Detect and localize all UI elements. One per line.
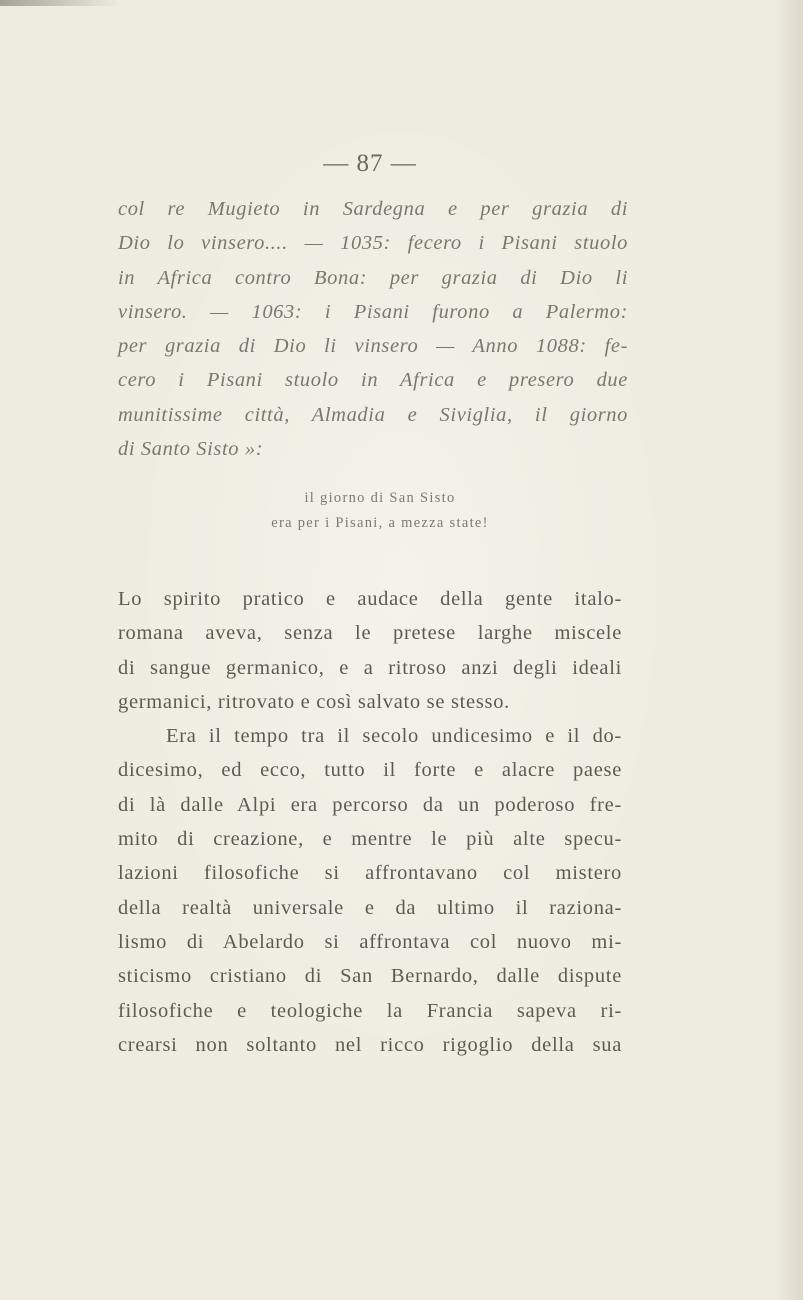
body-line: filosofiche e teologiche la Francia sapeva ri- xyxy=(118,999,622,1022)
body-line: Era il tempo tra il secolo undicesimo e il do- xyxy=(166,725,622,748)
body-line: di là dalle Alpi era percorso da un poderoso fre- xyxy=(118,793,622,816)
quote-line: in Africa contro Bona: per grazia di Dio li xyxy=(118,266,628,289)
body-line: romana aveva, senza le pretese larghe miscele xyxy=(118,622,622,645)
body-line: mito di creazione, e mentre le più alte specu- xyxy=(118,828,622,851)
quote-line: Dio lo vinsero.... — 1035: fecero i Pisani stuolo xyxy=(118,232,628,255)
epigraph-line: era per i Pisani, a mezza state! xyxy=(271,515,489,531)
body-line: crearsi non soltanto nel ricco rigoglio della sua xyxy=(118,1033,622,1056)
page-fold-shadow xyxy=(775,0,803,1300)
body-line: Lo spirito pratico e audace della gente italo- xyxy=(118,588,622,610)
epigraph-line: il giorno di San Sisto xyxy=(304,490,456,506)
body-paragraphs xyxy=(118,582,622,1062)
quote-line: munitissime città, Almadia e Siviglia, il giorno xyxy=(118,403,628,426)
quote-line: col re Mugieto in Sardegna e per grazia di xyxy=(118,198,628,220)
body-line: di sangue germanico, e a ritroso anzi degli ideali xyxy=(118,656,622,679)
epigraph xyxy=(0,486,760,536)
quote-line: cero i Pisani stuolo in Africa e presero due xyxy=(118,369,628,392)
quote-line: per grazia di Dio li vinsero — Anno 1088: fe- xyxy=(118,335,628,358)
body-line: della realtà universale e da ultimo il raziona- xyxy=(118,896,622,919)
body-line: germanici, ritrovato e così salvato se stesso. xyxy=(118,690,510,713)
page-number: — 87 — xyxy=(323,150,417,177)
body-line: lazioni filosofiche si affrontavano col mistero xyxy=(118,862,622,885)
quote-line: vinsero. — 1063: i Pisani furono a Palermo: xyxy=(118,300,628,323)
body-line: sticismo cristiano di San Bernardo, dalle dispute xyxy=(118,965,622,988)
body-line: lismo di Abelardo si affrontava col nuovo mi- xyxy=(118,930,622,953)
page-edge-mark xyxy=(0,0,120,6)
chronicle-quote xyxy=(118,192,628,466)
quote-line: di Santo Sisto »: xyxy=(118,438,264,461)
body-line: dicesimo, ed ecco, tutto il forte e alacre paese xyxy=(118,759,622,782)
